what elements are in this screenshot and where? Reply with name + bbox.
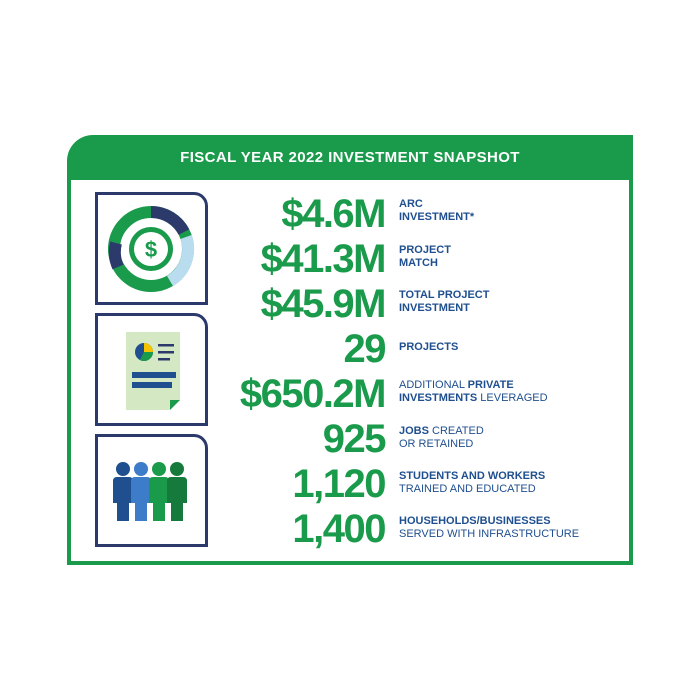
stat-label: ADDITIONAL PRIVATE INVESTMENTS LEVERAGED (399, 379, 548, 404)
investment-snapshot-card (67, 135, 633, 565)
stat-label: PROJECT MATCH (399, 244, 451, 269)
stat-label: TOTAL PROJECT INVESTMENT (399, 289, 490, 314)
stat-value: 1,400 (292, 507, 385, 551)
card-header (67, 135, 633, 180)
stat-label: HOUSEHOLDS/BUSINESSES SERVED WITH INFRASTRUCTURE (399, 515, 580, 540)
header-title: FISCAL YEAR 2022 INVESTMENT SNAPSHOT (180, 149, 520, 166)
people-group-icon (98, 437, 205, 544)
stat-value: 29 (343, 327, 385, 371)
report-document-icon (98, 316, 205, 423)
stat-label: JOBS CREATED OR RETAINED (399, 425, 484, 450)
people-icon-box (95, 434, 208, 547)
stat-label: ARC INVESTMENT* (399, 198, 475, 223)
stat-value: $4.6M (281, 192, 385, 236)
stat-value: 1,120 (292, 462, 385, 506)
dollar-icon-box (95, 192, 208, 305)
stat-label: STUDENTS AND WORKERS TRAINED AND EDUCATED (399, 470, 546, 495)
stat-value: $650.2M (239, 372, 385, 416)
stat-value: 925 (322, 417, 385, 461)
dollar-donut-icon (98, 195, 205, 302)
stat-value: $45.9M (260, 282, 385, 326)
svg-text:$: $ (144, 237, 158, 262)
stat-label: PROJECTS (399, 341, 459, 353)
stat-value: $41.3M (260, 237, 385, 281)
report-icon-box (95, 313, 208, 426)
